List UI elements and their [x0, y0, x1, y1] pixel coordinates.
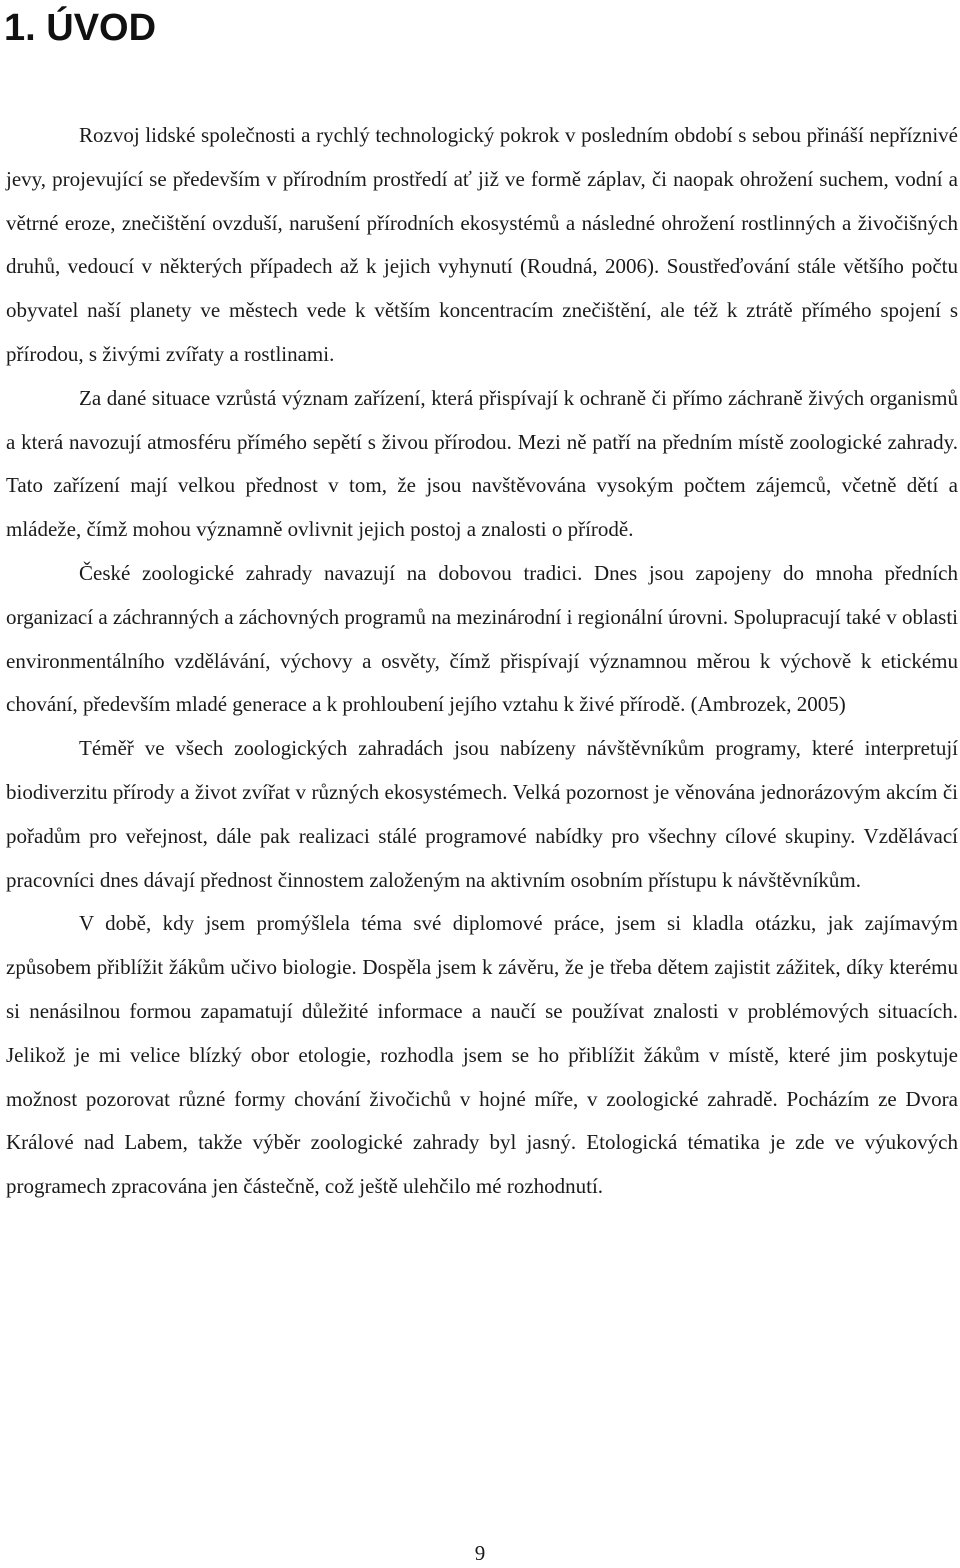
page-number: 9 — [474, 1541, 486, 1565]
paragraph-1: Rozvoj lidské společnosti a rychlý technologický pokrok v posledním období s sebou přináší nepříznivé jevy, projevující se především v přírodním prostředí ať již ve formě záplav, či naopak ohrožení suchem, vodní a větrné eroze, znečištění ovzduší, narušení přírodních ekosystémů a následné ohrožení rostlinných a živočišných druhů, vedoucí v některých případech až k jejich vyhynutí (Roudná, 2006). Soustřeďování stále většího počtu obyvatel naší planety ve městech vede k větším koncentracím znečištění, ale též k ztrátě přímého spojení s přírodou, s živými zvířaty a rostlinami. — [6, 123, 958, 366]
body-text — [6, 114, 958, 1209]
paragraph-2: Za dané situace vzrůstá význam zařízení, která přispívají k ochraně či přímo záchraně živých organismů a která navozují atmosféru přímého sepětí s živou přírodou. Mezi ně patří na předním místě zoologické zahrady. Tato zařízení mají velkou přednost v tom, že jsou navštěvována vysokým počtem zájemců, včetně dětí a mládeže, čímž mohou významně ovlivnit jejich postoj a znalosti o přírodě. — [6, 385, 958, 542]
section-heading: 1. ÚVOD — [4, 7, 157, 49]
paragraph-4: Téměř ve všech zoologických zahradách jsou nabízeny návštěvníkům programy, které interpretují biodiverzitu přírody a život zvířat v různých ekosystémech. Velká pozornost je věnována jednorázovým akcím či pořadům pro veřejnost, dále pak realizaci stálé programové nabídky pro všechny cílové skupiny. Vzdělávací pracovníci dnes dávají přednost činnostem založeným na aktivním osobním přístupu k návštěvníkům. — [6, 736, 958, 892]
paragraph-3: České zoologické zahrady navazují na dobovou tradici. Dnes jsou zapojeny do mnoha předních organizací a záchranných a záchovných programů na mezinárodní i regionální úrovni. Spolupracují také v oblasti environmentálního vzdělávání, výchovy a osvěty, čímž přispívají významnou měrou k výchově k etickému chování, především mladé generace a k prohloubení jejího vztahu k živé přírodě. (Ambrozek, 2005) — [6, 560, 958, 717]
paragraph-5: V době, kdy jsem promýšlela téma své diplomové práce, jsem si kladla otázku, jak zajímavým způsobem přiblížit žákům učivo biologie. Dospěla jsem k závěru, že je třeba dětem zajistit zážitek, díky kterému si nenásilnou formou zapamatují důležité informace a naučí se používat znalosti v problémových situacích. Jelikož je mi velice blízký obor etologie, rozhodla jsem se ho přiblížit žákům v místě, které jim poskytuje možnost pozorovat různé formy chování živočichů v hojné míře, v zoologické zahradě. Pocházím ze Dvora Králové nad Labem, takže výběr zoologické zahrady byl jasný. Etologická tématika je zde ve výukových programech zpracována jen částečně, což ještě ulehčilo mé rozhodnutí. — [6, 911, 958, 1199]
